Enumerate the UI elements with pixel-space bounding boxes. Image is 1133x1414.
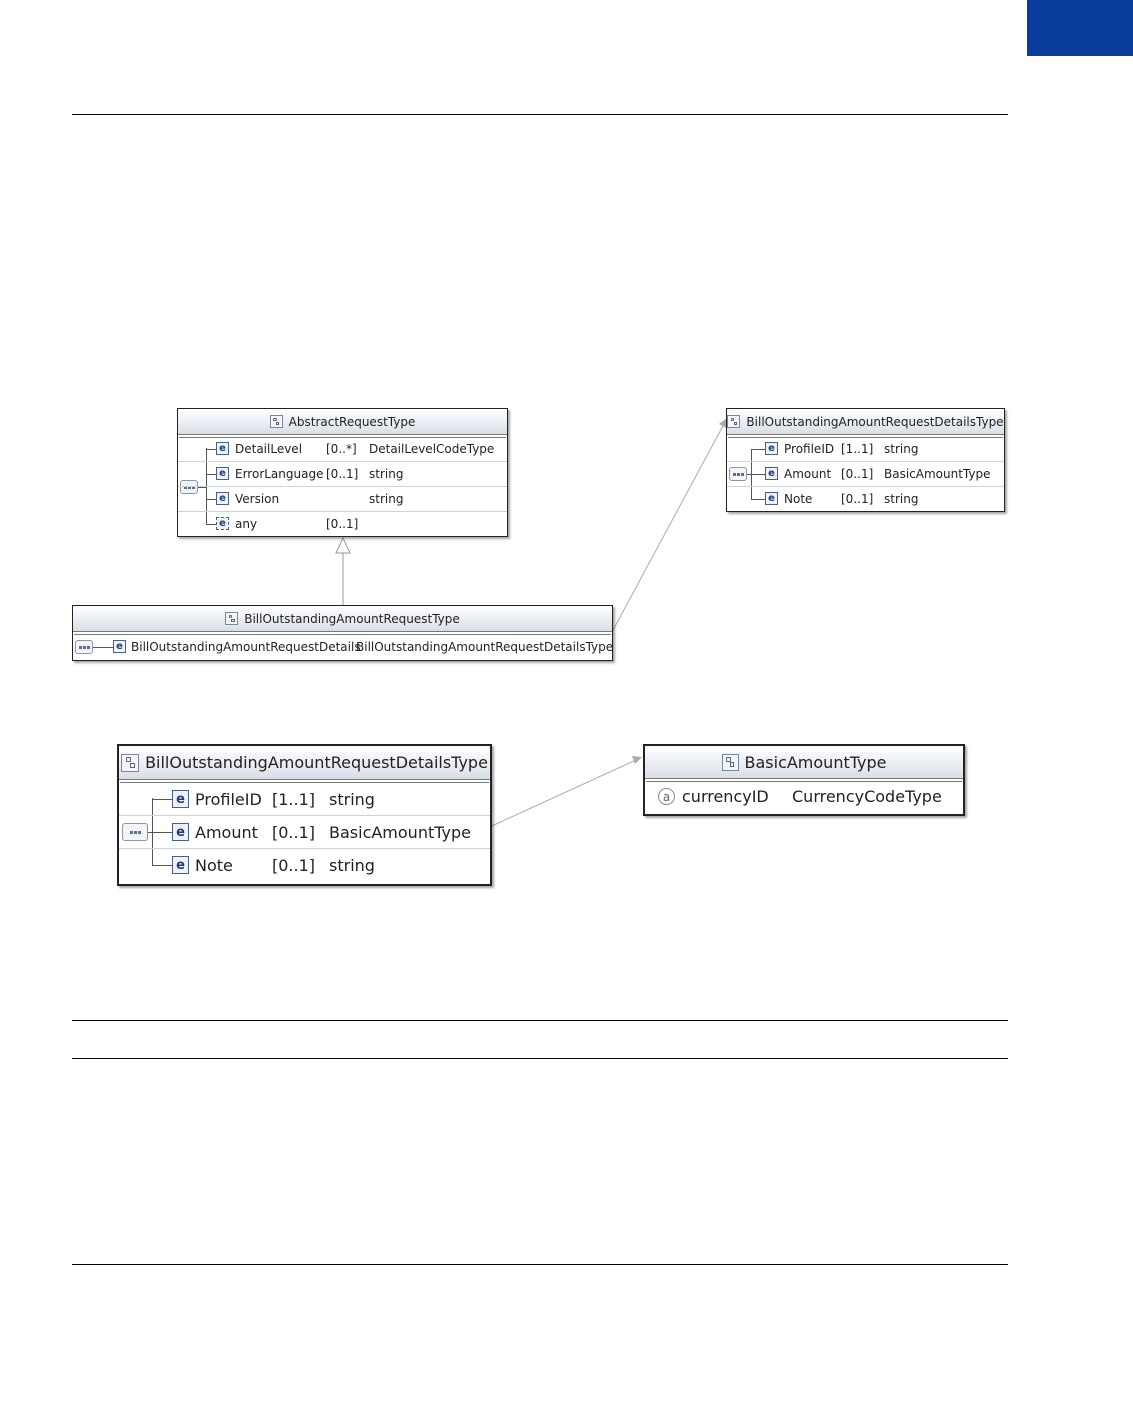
element-cardinality: [1..1] <box>841 442 874 456</box>
basic-amount-type-header <box>645 746 963 779</box>
amount-reference-line <box>483 760 636 830</box>
element-cardinality: [0..*] <box>326 442 357 456</box>
details-type-header-large <box>119 746 490 780</box>
element-name: BillOutstandingAmountRequestDetails <box>131 640 361 654</box>
element-name: Amount <box>784 467 832 481</box>
element-icon: e <box>172 823 189 841</box>
complex-type-icon <box>121 754 139 772</box>
basic-row-currencyid <box>645 781 963 813</box>
element-type: string <box>884 442 919 456</box>
details-large-row-amount <box>119 816 490 849</box>
attribute-name: currencyID <box>682 787 769 806</box>
element-cardinality: [0..1] <box>841 492 874 506</box>
element-type: string <box>884 492 919 506</box>
element-type: string <box>329 790 375 809</box>
element-cardinality: [0..1] <box>272 823 316 842</box>
element-icon: e <box>172 856 189 874</box>
element-cardinality: [1..1] <box>272 790 316 809</box>
element-name: Amount <box>195 823 258 842</box>
element-icon: e <box>765 442 778 455</box>
element-name: ErrorLanguage <box>235 467 324 481</box>
element-icon: e <box>172 790 189 808</box>
details-type-title-small: BillOutstandingAmountRequestDetailsType <box>746 414 1004 429</box>
element-cardinality: [0..1] <box>841 467 874 481</box>
element-name: any <box>235 517 258 531</box>
attribute-icon: a <box>658 788 675 805</box>
element-name: ProfileID <box>195 790 262 809</box>
element-name: ProfileID <box>784 442 835 456</box>
element-name: Version <box>235 492 280 506</box>
element-icon: e <box>216 492 229 505</box>
element-icon: e <box>113 640 126 653</box>
element-icon: e <box>216 442 229 455</box>
element-type: BasicAmountType <box>884 467 991 481</box>
element-icon: e <box>765 467 778 480</box>
element-cardinality: [0..1] <box>272 856 316 875</box>
bill-outstanding-request-type-title: BillOutstandingAmountRequestType <box>244 611 460 626</box>
tree-branch <box>152 832 172 833</box>
tree-branch <box>152 799 172 800</box>
details-type-box-large <box>117 744 492 886</box>
element-type: DetailLevelCodeType <box>369 442 495 456</box>
amount-reference-arrow <box>632 756 642 764</box>
element-type: string <box>329 856 375 875</box>
details-type-title-large: BillOutstandingAmountRequestDetailsType <box>145 753 488 772</box>
element-type: BasicAmountType <box>329 823 471 842</box>
element-name: Note <box>784 492 813 506</box>
element-type: BillOutstandingAmountRequestDetailsType <box>356 640 614 654</box>
details-large-row-profileid <box>119 783 490 816</box>
attribute-type: CurrencyCodeType <box>792 787 942 806</box>
tree-branch <box>152 865 172 866</box>
element-type: string <box>369 492 404 506</box>
element-name: Note <box>195 856 233 875</box>
complex-type-icon <box>722 754 739 771</box>
basic-amount-type-box <box>643 744 965 816</box>
details-large-row-note <box>119 849 490 882</box>
any-element-icon: e <box>216 517 229 530</box>
element-cardinality: [0..1] <box>326 517 359 531</box>
element-icon: e <box>765 492 778 505</box>
element-name: DetailLevel <box>235 442 303 456</box>
element-cardinality: [0..1] <box>326 467 359 481</box>
basic-amount-type-title: BasicAmountType <box>744 752 887 772</box>
abstract-request-type-title: AbstractRequestType <box>288 414 416 429</box>
element-icon: e <box>216 467 229 480</box>
element-type: string <box>369 467 404 481</box>
